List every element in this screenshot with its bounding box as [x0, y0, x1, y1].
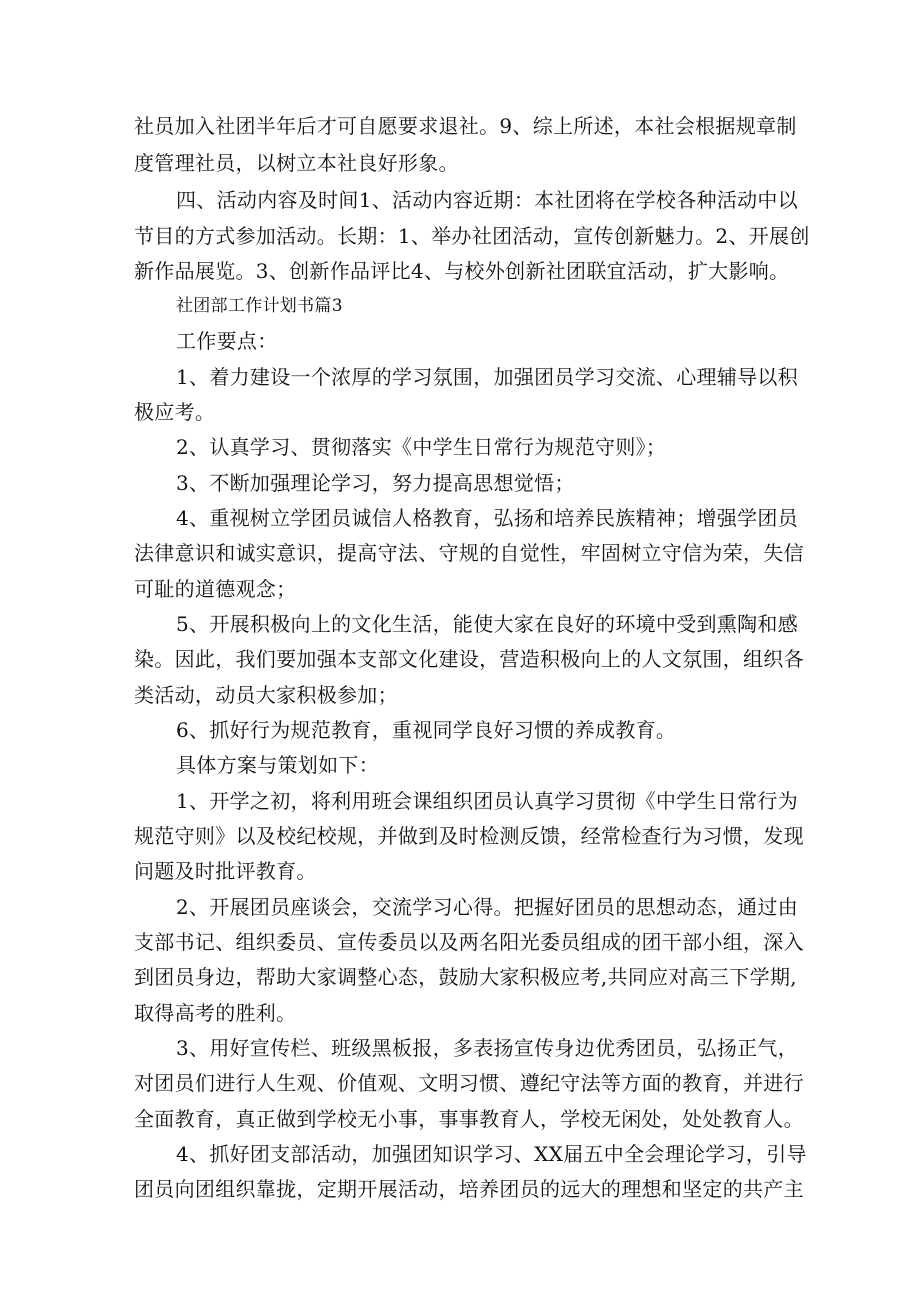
- text-line: 5、开展积极向上的文化生活，能使大家在良好的环境中受到熏陶和感: [176, 612, 799, 636]
- text-line: 全面教育，真正做到学校无小事，事事教育人，学校无闲处，处处教育人。: [134, 1107, 804, 1131]
- text-line: 四、活动内容及时间1、活动内容近期：本社团将在学校各种活动中以: [176, 188, 799, 212]
- text-line: 染。因此，我们要加强本支部文化建设，营造积极向上的人文氛围，组织各: [134, 647, 804, 671]
- text-line: 3、不断加强理论学习，努力提高思想觉悟；: [176, 471, 575, 495]
- text-line: 6、抓好行为规范教育，重视同学良好习惯的养成教育。: [176, 718, 677, 742]
- text-line: 法律意识和诚实意识，提高守法、守规的自觉性，牢固树立守信为荣，失信: [134, 541, 804, 565]
- text-line: 团员向团组织靠拢，定期开展活动，培养团员的远大的理想和坚定的共产主: [134, 1177, 804, 1201]
- text-line: 具体方案与策划如下：: [176, 753, 379, 777]
- text-line: 1、开学之初，将利用班会课组织团员认真学习贯彻《中学生日常行为: [176, 789, 799, 813]
- text-line: 节目的方式参加活动。长期：1、举办社团活动，宣传创新魅力。2、开展创: [134, 224, 810, 248]
- text-line: 取得高考的胜利。: [134, 1001, 297, 1025]
- text-line: 1、着力建设一个浓厚的学习氛围，加强团员学习交流、心理辅导以积: [176, 365, 799, 389]
- text-line: 2、开展团员座谈会，交流学习心得。把握好团员的思想动态，通过由: [176, 895, 799, 919]
- text-line: 4、抓好团支部活动，加强团知识学习、XX届五中全会理论学习，引导: [176, 1142, 807, 1166]
- text-line: 3、用好宣传栏、班级黑板报，多表扬宣传身边优秀团员，弘扬正气，: [176, 1036, 799, 1060]
- text-line: 支部书记、组织委员、宣传委员以及两名阳光委员组成的团干部小组，深入: [134, 930, 804, 954]
- text-line: 社员加入社团半年后才可自愿要求退社。9、综上所述，本社会根据规章制: [134, 114, 797, 138]
- text-line: 度管理社员，以树立本社良好形象。: [134, 151, 459, 175]
- text-line: 工作要点：: [176, 329, 278, 353]
- text-line: 4、重视树立学团员诚信人格教育，弘扬和培养民族精神；增强学团员: [176, 506, 799, 530]
- text-line: 可耻的道德观念；: [134, 577, 297, 601]
- text-line: 新作品展览。3、创新作品评比4、与校外创新社团联宜活动，扩大影响。: [134, 259, 790, 283]
- text-line: 2、认真学习、贯彻落实《中学生日常行为规范守则》；: [176, 435, 667, 459]
- text-line: 规范守则》以及校纪校规，并做到及时检测反馈，经常检查行为习惯，发现: [134, 824, 804, 848]
- text-line: 极应考。: [134, 400, 216, 424]
- text-line: 到团员身边，帮助大家调整心态，鼓励大家积极应考,共同应对高三下学期,: [134, 965, 797, 989]
- text-line: 问题及时批评教育。: [134, 859, 317, 883]
- text-line: 类活动，动员大家积极参加；: [134, 683, 398, 707]
- section-heading: 社团部工作计划书篇3: [176, 296, 343, 316]
- text-line: 对团员们进行人生观、价值观、文明习惯、遵纪守法等方面的教育，并进行: [134, 1071, 804, 1095]
